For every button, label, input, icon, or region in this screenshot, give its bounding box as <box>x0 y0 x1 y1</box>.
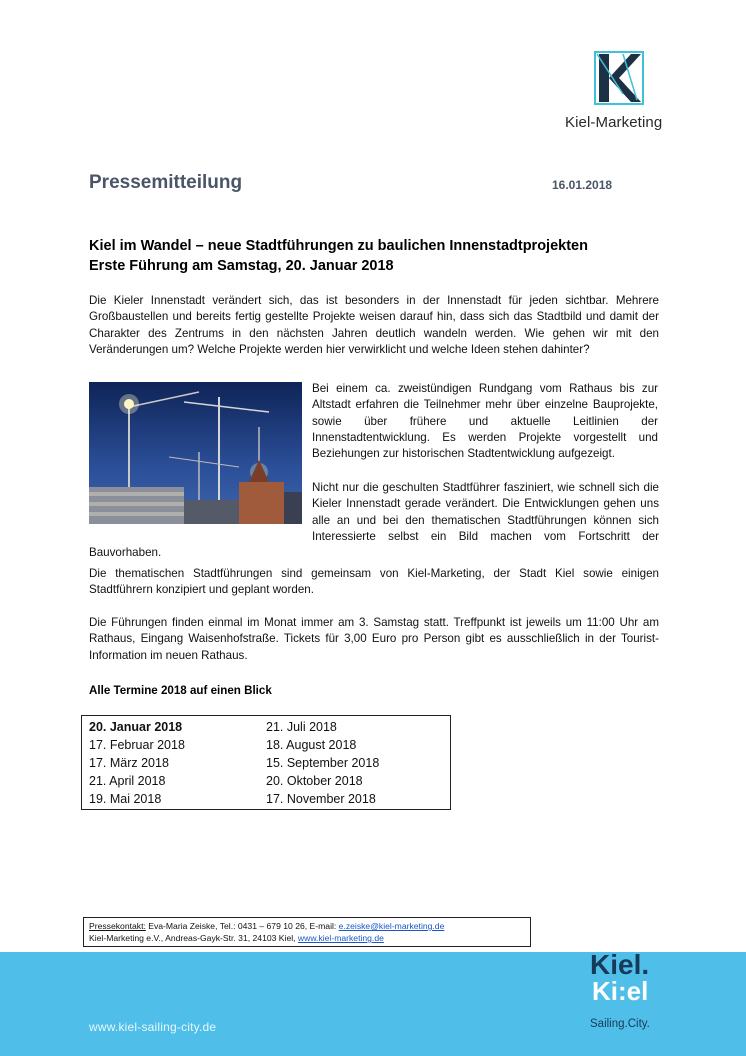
dates-column-left <box>89 718 185 808</box>
paragraph-intro: Die Kieler Innenstadt verändert sich, das ist besonders in der Innenstadt für jeden sichtbar. Mehrere Großbaustellen und bereits fertig gestellte Projekte weisen darauf hin, dass sich das Stadtbild und damit der Charakter des Zentrums in den nächsten Jahren deutlich wandeln werden. Wie gehen wir mit den Veränderungen um? Welche Projekte werden hier verwirklicht und welche Ideen stehen dahinter? <box>89 294 659 356</box>
paragraph-schedule: Die Führungen finden einmal im Monat immer am 3. Samstag statt. Treffpunkt ist jeweils um 11:00 Uhr am Rathaus, Eingang Waisenhofstraße. Tickets für 3,00 Euro pro Person gibt es ausschließlich in der Tourist-Information im neuen Rathaus. <box>89 616 659 662</box>
paragraph-guides-wrap <box>89 480 659 561</box>
date-item: 18. August 2018 <box>266 738 357 752</box>
dates-heading: Alle Termine 2018 auf einen Blick <box>89 684 272 697</box>
paragraph-organizers: Die thematischen Stadtführungen sind gemeinsam von Kiel-Marketing, der Stadt Kiel sowie einigen Stadtführern konzipiert und geplant worden. <box>89 567 659 597</box>
date-item: 17. November 2018 <box>266 792 376 806</box>
contact-address: Kiel-Marketing e.V., Andreas-Gayk-Str. 31, 24103 Kiel, <box>89 933 298 943</box>
date-item: 15. September 2018 <box>266 756 380 770</box>
logo-kiel-reflection: Ki:el <box>592 976 649 1006</box>
date-item: 21. Juli 2018 <box>266 720 337 734</box>
contact-label: Pressekontakt: <box>89 921 146 931</box>
date-item: 17. März 2018 <box>89 756 169 770</box>
date-item: 20. Oktober 2018 <box>266 774 363 788</box>
dates-table <box>81 715 451 810</box>
logo-kiel-text: Kiel. <box>590 949 650 980</box>
footer-tagline: Sailing.City. <box>590 1018 650 1030</box>
press-contact-box <box>83 917 531 947</box>
date-item: 20. Januar 2018 <box>89 720 183 734</box>
dates-column-right <box>266 718 379 808</box>
paragraph-tour: Bei einem ca. zweistündigen Rundgang vom Rathaus bis zur Altstadt erfahren die Teilnehmer mehr über einzelne Bauprojekte, sowie über frühere und aktuelle Leitlinien der Innenstadtentwicklung. Es werden Projekte vorgestellt und Beziehungen zur historischen Stadtentwicklung aufgezeigt. <box>312 382 658 461</box>
contact-line-1 <box>89 920 530 932</box>
contact-details: Eva-Maria Zeiske, Tel.: 0431 – 679 10 26, E-mail: <box>145 921 339 931</box>
headline-line-1: Kiel im Wandel – neue Stadtführungen zu baulichen Innenstadtprojekten <box>89 238 588 254</box>
footer-url: www.kiel-sailing-city.de <box>89 1020 217 1034</box>
website-link[interactable]: www.kiel-marketing.de <box>297 933 384 943</box>
date-item: 21. April 2018 <box>89 774 166 788</box>
paragraph-guides: Nicht nur die geschulten Stadtführer fasziniert, wie schnell sich die Kieler Innenstadt gerade verändert. Die Entwicklungen gehen uns alle an und bei den thematischen Stadtführungen können sich Interessierte selbst ein Bild machen vom Fortschritt der Bauvorhaben. <box>89 481 659 560</box>
date-item: 17. Februar 2018 <box>89 738 185 752</box>
logo-text: Kiel-Marketing <box>565 114 663 131</box>
headline <box>89 236 669 276</box>
photo-float-spacer <box>89 480 312 530</box>
release-date: 16.01.2018 <box>552 178 613 192</box>
date-item: 19. Mai 2018 <box>89 792 162 806</box>
headline-line-2: Erste Führung am Samstag, 20. Januar 2018 <box>89 258 394 274</box>
contact-line-2 <box>89 932 530 944</box>
page-title: Pressemitteilung <box>89 172 243 193</box>
kiel-marketing-logo-icon <box>593 50 645 106</box>
contact-email-link[interactable]: e.zeiske@kiel-marketing.de <box>338 921 445 931</box>
